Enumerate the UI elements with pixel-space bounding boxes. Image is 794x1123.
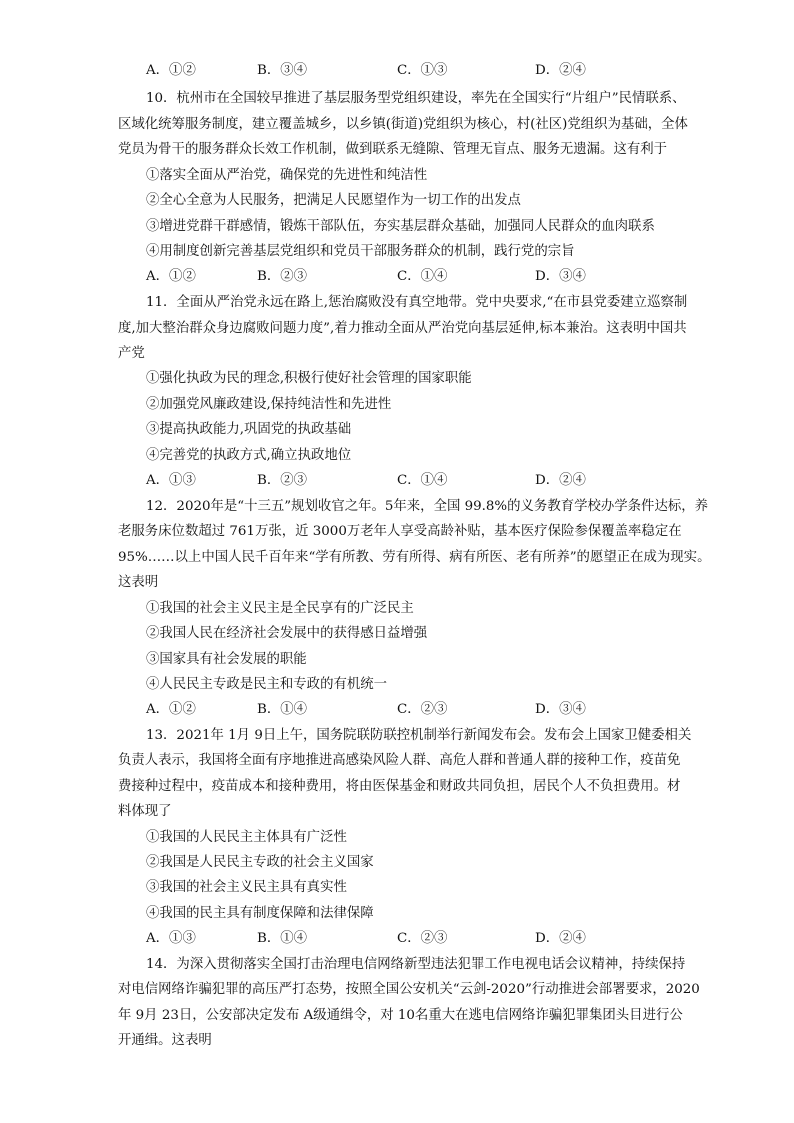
q12-stem-line: 老服务床位数超过 761万张，近 3000万老年人享受高龄补贴，基本医疗保险参保覆盖率稳定在 — [118, 524, 682, 539]
q11-stem-line: 产党 — [118, 346, 145, 361]
q11-answer-choices — [0, 472, 794, 490]
q13-answer-choices — [0, 930, 794, 948]
answer-c: C．①③ — [397, 63, 448, 78]
q11-option: ③提高执政能力,巩固党的执政基础 — [146, 422, 352, 437]
answer-b: B．①④ — [257, 931, 308, 946]
answer-a: A．①② — [146, 269, 196, 284]
q12-stem-line: 95%……以上中国人民千百年来“学有所教、劳有所得、病有所医、老有所养”的愿望正在成为现实。 — [118, 550, 711, 565]
q12-stem-line: 12．2020年是“十三五”规划收官之年。5年来，全国 99.8%的义务教育学校办学条件达标，养 — [146, 499, 709, 514]
q14-stem-line: 开通缉。这表明 — [118, 1033, 212, 1048]
answer-c: C．①④ — [397, 473, 448, 488]
answer-b: B．②③ — [257, 269, 308, 284]
answer-d: D．②④ — [535, 63, 586, 78]
q13-stem-line: 13．2021年 1月 9日上午，国务院联防联控机制举行新闻发布会。发布会上国家卫健委相关 — [146, 728, 692, 743]
answer-a: A．①② — [146, 63, 196, 78]
answer-d: D．③④ — [535, 702, 586, 717]
answer-a: A．①② — [146, 702, 196, 717]
q13-option: ④我国的民主具有制度保障和法律保障 — [146, 906, 374, 921]
q13-stem-line: 料体现了 — [118, 804, 172, 819]
answer-a: A．①③ — [146, 931, 196, 946]
answer-d: D．③④ — [535, 269, 586, 284]
answer-b: B．①④ — [257, 702, 308, 717]
q13-option: ①我国的人民民主主体具有广泛性 — [146, 830, 347, 845]
q14-stem-line: 对电信网络诈骗犯罪的高压严打态势，按照全国公安机关“云剑-2020”行动推进会部署要求，2020 — [118, 982, 700, 997]
answer-b: B．③④ — [257, 63, 308, 78]
answer-c: C．②③ — [397, 931, 448, 946]
q12-option: ③国家具有社会发展的职能 — [146, 652, 307, 667]
q12-answer-choices — [0, 701, 794, 719]
answer-choices-prev — [0, 62, 794, 80]
q11-stem-line: 度,加大整治群众身边腐败问题力度”,着力推动全面从严治党向基层延伸,标本兼治。这表明中国共 — [118, 321, 687, 336]
answer-d: D．②④ — [535, 931, 586, 946]
q13-stem-line: 费接种过程中，疫苗成本和接种费用，将由医保基金和财政共同负担，居民个人不负担费用。材 — [118, 779, 681, 794]
q14-stem-line: 14．为深入贯彻落实全国打击治理电信网络新型违法犯罪工作电视电话会议精神，持续保持 — [146, 957, 686, 972]
q11-stem-line: 11．全面从严治党永远在路上,惩治腐败没有真空地带。党中央要求,“在市县党委建立巡察制 — [146, 295, 688, 310]
q12-option: ①我国的社会主义民主是全民享有的广泛民主 — [146, 601, 414, 616]
q13-stem-line: 负责人表示，我国将全面有序地推进高感染风险人群、高危人群和普通人群的接种工作，疫苗免 — [118, 753, 681, 768]
answer-a: A．①③ — [146, 473, 196, 488]
q12-option: ④人民民主专政是民主和专政的有机统一 — [146, 677, 388, 692]
q13-option: ③我国的社会主义民主具有真实性 — [146, 880, 347, 895]
q10-answer-choices — [0, 268, 794, 286]
answer-d: D．②④ — [535, 473, 586, 488]
answer-b: B．②③ — [257, 473, 308, 488]
q11-option: ④完善党的执政方式,确立执政地位 — [146, 448, 352, 463]
q12-option: ②我国人民在经济社会发展中的获得感日益增强 — [146, 626, 428, 641]
q12-stem-line: 这表明 — [118, 575, 159, 590]
answer-c: C．②③ — [397, 702, 448, 717]
q10-stem-line: 区域化统筹服务制度，建立覆盖城乡，以乡镇(街道)党组织为核心，村(社区)党组织为基础，全体 — [118, 117, 688, 132]
q11-option: ②加强党风廉政建设,保持纯洁性和先进性 — [146, 397, 392, 412]
q14-stem-line: 年 9月 23日，公安部决定发布 A级通缉令，对 10名重大在逃电信网络诈骗犯罪集团头目进行公 — [118, 1008, 683, 1023]
q10-option: ①落实全面从严治党，确保党的先进性和纯洁性 — [146, 168, 428, 183]
q10-option: ②全心全意为人民服务，把满足人民愿望作为一切工作的出发点 — [146, 193, 521, 208]
q10-option: ④用制度创新完善基层党组织和党员干部服务群众的机制，践行党的宗旨 — [146, 244, 575, 259]
q11-option: ①强化执政为民的理念,积极行使好社会管理的国家职能 — [146, 371, 472, 386]
q10-stem-line: 党员为骨干的服务群众长效工作机制，做到联系无缝隙、管理无盲点、服务无遗漏。这有利于 — [118, 142, 668, 157]
q10-stem-line: 10．杭州市在全国较早推进了基层服务型党组织建设，率先在全国实行“片组户”民情联系、 — [146, 91, 686, 106]
q13-option: ②我国是人民民主专政的社会主义国家 — [146, 855, 374, 870]
answer-c: C．①④ — [397, 269, 448, 284]
q10-option: ③增进党群干群感情，锻炼干部队伍，夯实基层群众基础，加强同人民群众的血肉联系 — [146, 219, 655, 234]
